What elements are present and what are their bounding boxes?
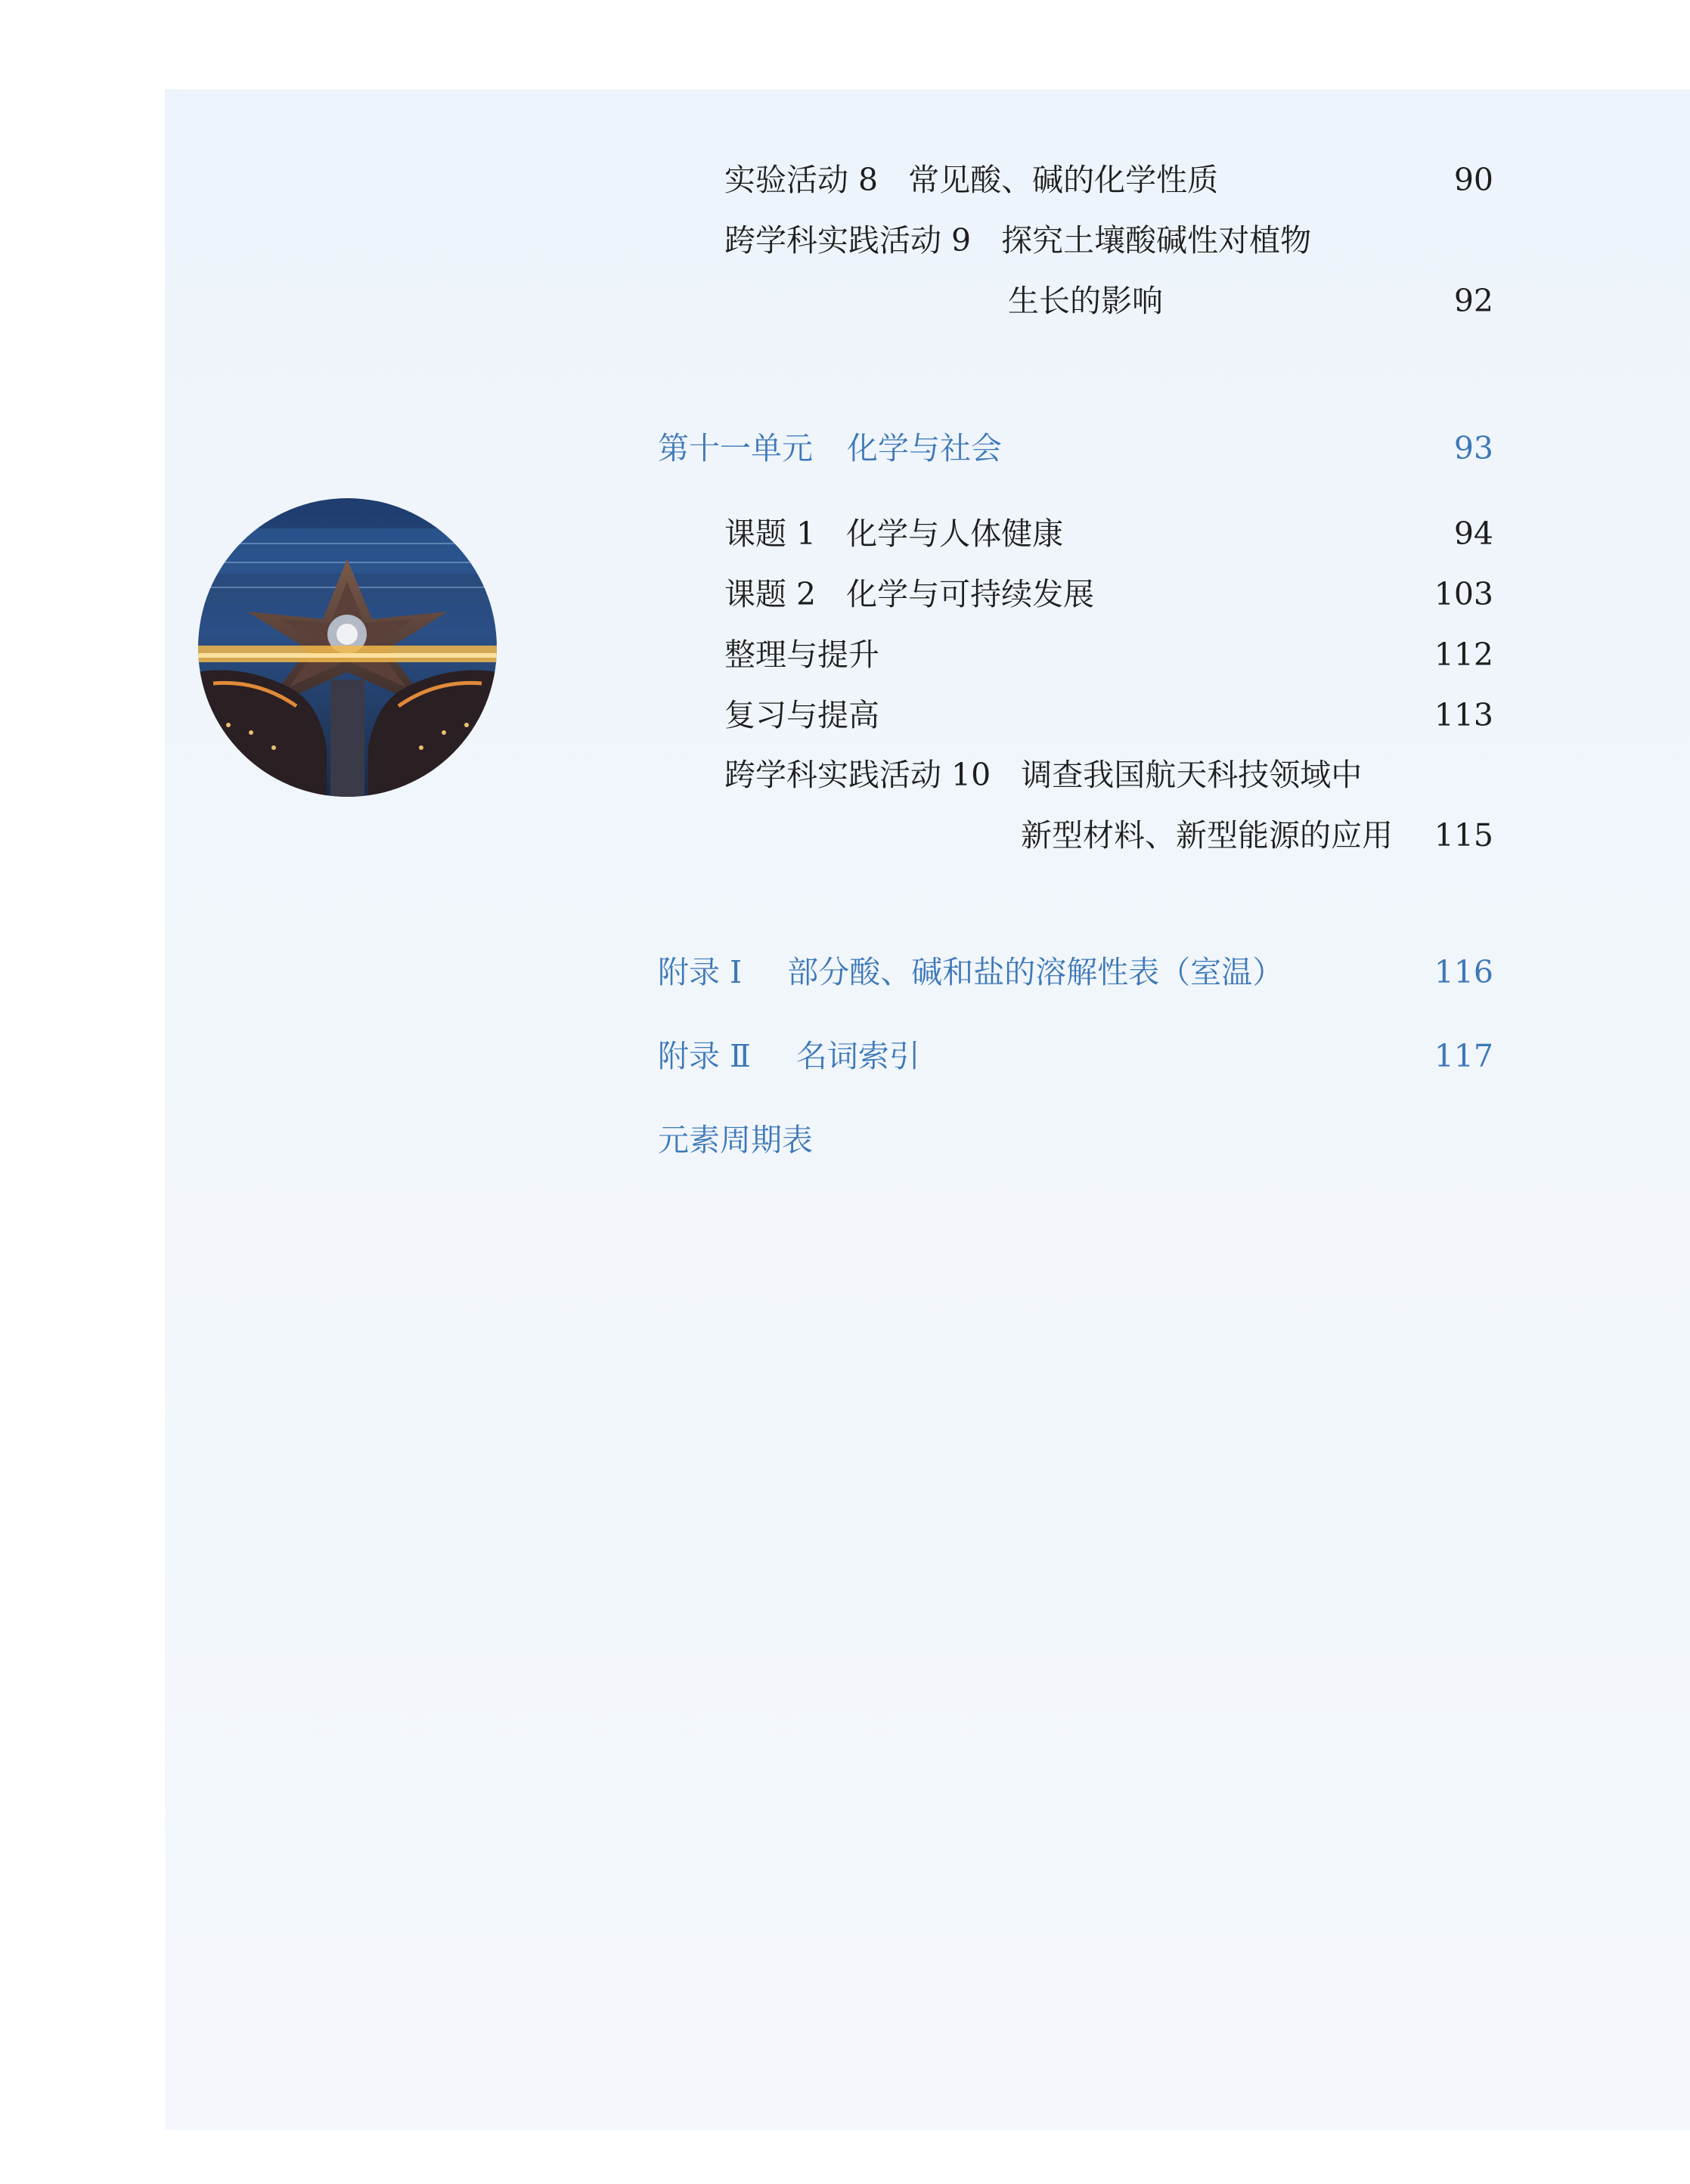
toc-page-number: 116 <box>1434 954 1493 990</box>
page-background <box>165 89 1690 2130</box>
appendix-title: 名词索引 <box>795 1038 920 1074</box>
toc-page-number: 93 <box>1453 430 1493 466</box>
toc-entry-title: 常见酸、碱的化学性质 <box>908 162 1219 198</box>
toc-entry-label: 跨学科实践活动 10 <box>724 757 991 793</box>
toc-entry[interactable] <box>724 516 1064 552</box>
toc-page-number: 90 <box>1453 162 1493 198</box>
toc-page-number: 112 <box>1434 637 1493 673</box>
toc-entry[interactable] <box>724 222 1312 259</box>
toc-entry-title: 调查我国航天科技领域中 <box>1021 757 1363 793</box>
toc-entry-label: 实验活动 8 <box>724 162 879 198</box>
toc-entry-title: 复习与提高 <box>724 697 879 733</box>
toc-entry-title: 整理与提升 <box>724 637 879 673</box>
toc-page-number: 117 <box>1434 1038 1493 1074</box>
unit-label: 第十一单元 <box>658 430 813 466</box>
toc-entry-label: 课题 2 <box>724 576 817 612</box>
airport-photo <box>198 498 497 797</box>
toc-entry-title: 探究土壤酸碱性对植物 <box>1001 222 1312 259</box>
toc-entry-label: 跨学科实践活动 9 <box>724 222 972 259</box>
toc-entry[interactable] <box>724 637 879 673</box>
toc-appendix-heading[interactable] <box>658 1038 920 1074</box>
toc-page-number: 92 <box>1453 283 1493 319</box>
toc-periodic-table-heading[interactable] <box>658 1122 813 1158</box>
toc-entry[interactable] <box>724 757 1363 793</box>
appendix-title: 部分酸、碱和盐的溶解性表（室温） <box>787 954 1284 990</box>
toc-entry-title-continued: 生长的影响 <box>1008 283 1163 319</box>
periodic-table-title: 元素周期表 <box>658 1122 813 1158</box>
toc-unit-heading[interactable] <box>658 430 1002 466</box>
appendix-label: 附录 Ⅱ <box>658 1038 751 1074</box>
toc-entry[interactable] <box>724 576 1095 612</box>
toc-entry[interactable] <box>724 697 879 733</box>
unit-title: 化学与社会 <box>847 430 1002 466</box>
toc-entry-title: 化学与人体健康 <box>846 516 1064 552</box>
toc-page-number: 115 <box>1434 817 1493 853</box>
toc-appendix-heading[interactable] <box>658 954 1284 990</box>
toc-entry[interactable] <box>724 162 1219 198</box>
toc-page-number: 94 <box>1453 516 1493 552</box>
airport-photo-graphic <box>198 498 497 797</box>
toc-entry-title: 化学与可持续发展 <box>846 576 1095 612</box>
toc-page-number: 103 <box>1434 576 1493 612</box>
appendix-label: 附录 Ⅰ <box>658 954 743 990</box>
toc-page-number: 113 <box>1434 697 1493 733</box>
toc-entry-title-continued: 新型材料、新型能源的应用 <box>1021 817 1393 853</box>
toc-entry-label: 课题 1 <box>724 516 817 552</box>
